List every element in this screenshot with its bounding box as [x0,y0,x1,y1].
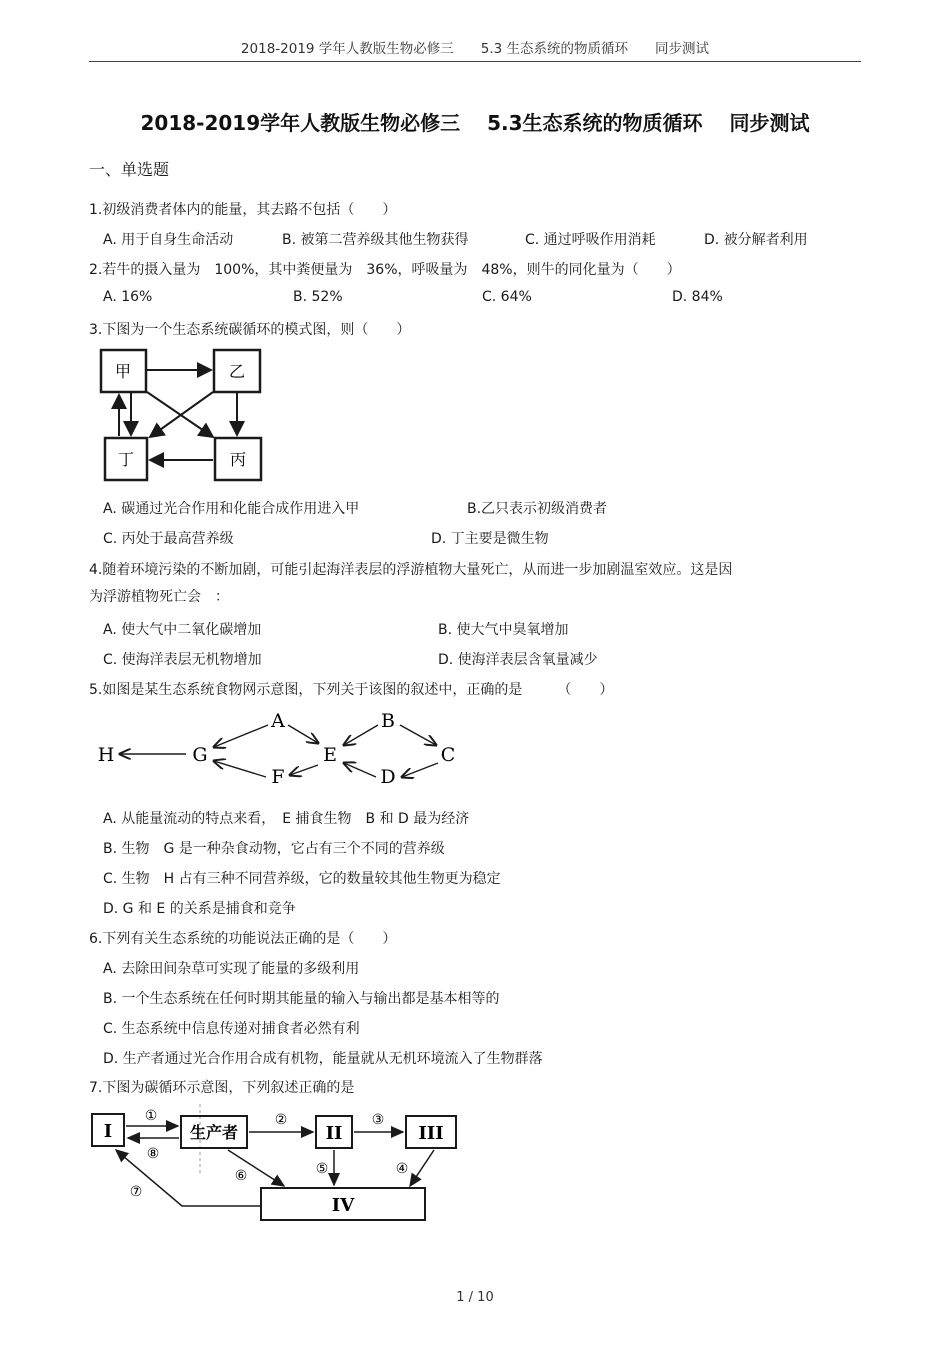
arrow-4 [410,1150,434,1186]
q6-option-b: B. 一个生态系统在任何时期其能量的输入与输出都是基本相等的 [103,991,500,1007]
q2-option-d: D. 84% [672,289,723,305]
mark-4: ④ [395,1161,409,1177]
mark-3: ③ [371,1112,385,1128]
q3-option-a: A. 碳通过光合作用和化能合成作用进入甲 [103,501,360,517]
food-web-diagram-q5 [90,705,470,797]
label-yi: 乙 [228,362,246,381]
question-4-stem-line-2: 为浮游植物死亡会 ： [89,589,229,605]
node-f: F [271,766,285,788]
q1-option-b: B. 被第二营养级其他生物获得 [282,232,469,248]
node-g: G [192,744,208,766]
label-iii: III [418,1123,444,1144]
q2-option-b: B. 52% [293,289,343,305]
q1-option-c: C. 通过呼吸作用消耗 [525,232,656,248]
question-4-stem-line-1: 4.随着环境污染的不断加剧，可能引起海洋表层的浮游植物大量死亡，从而进一步加剧温室效应。这是因 [89,562,733,578]
node-a: A [271,710,285,732]
label-bing: 丙 [229,450,247,469]
mark-6: ⑥ [234,1168,248,1184]
mark-2: ② [274,1112,288,1128]
carbon-cycle-diagram-q3 [95,342,270,490]
label-iv: IV [331,1195,355,1216]
q1-option-d: D. 被分解者利用 [704,232,808,248]
q6-option-c: C. 生态系统中信息传递对捕食者必然有利 [103,1021,360,1037]
label-i: I [103,1121,113,1142]
node-c: C [440,744,456,766]
q1-option-a: A. 用于自身生命活动 [103,232,234,248]
node-d: D [380,766,396,788]
q5-option-b: B. 生物 G 是一种杂食动物，它占有三个不同的营养级 [103,841,445,857]
question-1-stem: 1.初级消费者体内的能量，其去路不包括（ ） [89,202,397,218]
q3-option-c: C. 丙处于最高营养级 [103,531,234,547]
q5-option-a: A. 从能量流动的特点来看， E 捕食生物 B 和 D 最为经济 [103,811,470,827]
arrow-d-e [344,763,376,777]
question-3-stem: 3.下图为一个生态系统碳循环的模式图，则（ ） [89,322,411,338]
q4-option-a: A. 使大气中二氧化碳增加 [103,622,262,638]
q2-option-c: C. 64% [482,289,532,305]
arrow-c-d [402,763,438,777]
node-h: H [97,744,115,766]
q4-option-c: C. 使海洋表层无机物增加 [103,652,262,668]
label-ding: 丁 [117,450,135,469]
mark-7: ⑦ [129,1184,143,1200]
page-title: 2018-2019学年人教版生物必修三 5.3生态系统的物质循环 同步测试 [140,111,810,135]
label-ii: II [325,1123,343,1144]
carbon-cycle-diagram-q7 [88,1100,468,1226]
arrow-a-g [214,725,268,747]
page-number: 1 / 10 [456,1290,494,1305]
label-producer: 生产者 [189,1123,239,1142]
arrow-b-c [400,725,436,745]
arrow-a-e [288,725,318,743]
arrow-b-e [344,725,378,745]
node-e: E [323,744,337,766]
q6-option-a: A. 去除田间杂草可实现了能量的多级利用 [103,961,360,977]
mark-5: ⑤ [315,1161,329,1177]
mark-8: ⑧ [146,1146,160,1162]
section-heading: 一、单选题 [89,160,170,179]
question-7-stem: 7.下图为碳循环示意图，下列叙述正确的是 [89,1080,355,1096]
arrow-f-g [214,761,266,777]
arrow-e-f [290,765,318,775]
q3-option-b: B.乙只表示初级消费者 [467,501,608,517]
q3-option-d: D. 丁主要是微生物 [431,531,549,547]
question-6-stem: 6.下列有关生态系统的功能说法正确的是（ ） [89,931,397,947]
q5-option-d: D. G 和 E 的关系是捕食和竞争 [103,901,296,917]
mark-1: ① [144,1108,158,1124]
node-b: B [381,710,395,732]
q4-option-b: B. 使大气中臭氧增加 [438,622,569,638]
question-2-stem: 2.若牛的摄入量为 100%，其中粪便量为 36%，呼吸量为 48%，则牛的同化量为（ ） [89,262,681,278]
q4-option-d: D. 使海洋表层含氧量减少 [438,652,598,668]
question-5-stem: 5.如图是某生态系统食物网示意图，下列关于该图的叙述中，正确的是 （ ） [89,682,614,698]
page-header: 2018-2019 学年人教版生物必修三 5.3 生态系统的物质循环 同步测试 [240,41,710,57]
label-jia: 甲 [114,362,132,381]
header-rule [89,61,861,62]
q5-option-c: C. 生物 H 占有三种不同营养级，它的数量较其他生物更为稳定 [103,871,501,887]
q2-option-a: A. 16% [103,289,153,305]
q6-option-d: D. 生产者通过光合作用合成有机物，能量就从无机环境流入了生物群落 [103,1051,543,1067]
